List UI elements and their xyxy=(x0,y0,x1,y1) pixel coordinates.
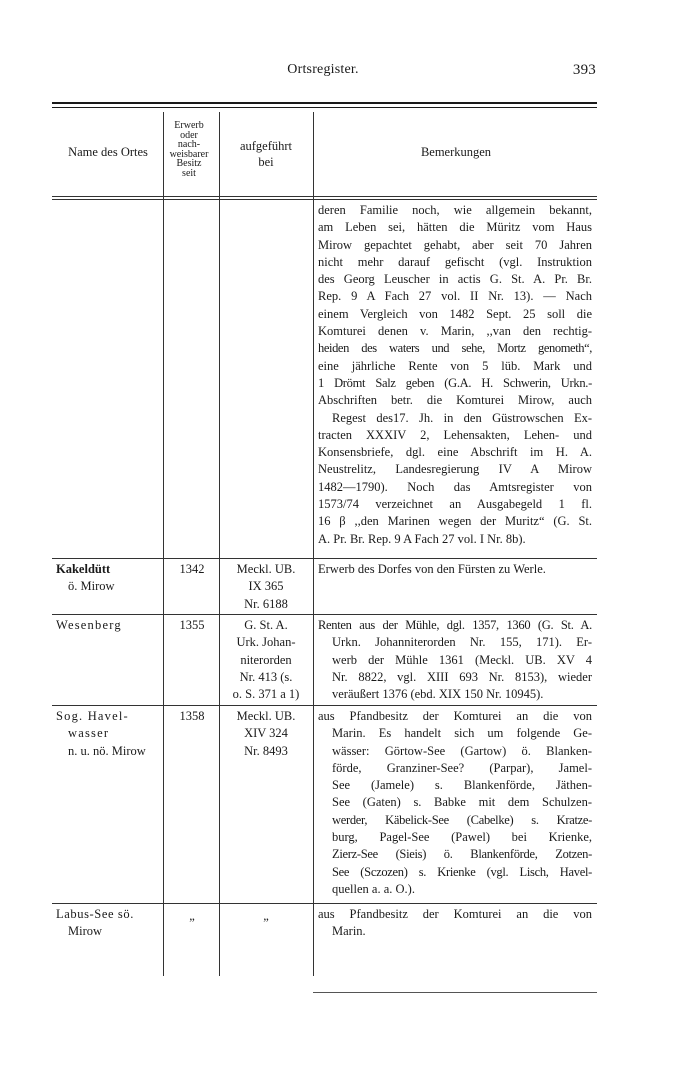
remark-line: werb der Mühle 1361 (Meckl. UB. XV 4 xyxy=(332,652,592,667)
acq-line: seit xyxy=(182,167,196,179)
place-location: Mirow xyxy=(68,924,103,939)
column-header-remarks: Bemerkungen xyxy=(420,145,492,159)
remark-line: werder, Käbelick-See (Cabelke) s. Kratze- xyxy=(332,812,592,827)
row-separator xyxy=(52,614,597,615)
table-row-year: „ xyxy=(189,909,195,923)
remark-line: burg, Pagel-See (Pawel) bei Krienke, xyxy=(332,830,592,845)
table-row-remarks xyxy=(318,561,592,578)
row-separator xyxy=(52,558,597,559)
header-bottom-rule xyxy=(52,196,597,197)
acq-line: oder xyxy=(180,129,198,141)
remark-line: 16 β ,,den Marinen wegen der Muritz“ (G. St. xyxy=(318,514,592,529)
running-head-title: Ortsregister. xyxy=(287,62,359,77)
remark-line: eine jährliche Rente von 5 lüb. Mark und xyxy=(318,358,592,373)
place-name: Labus-See sö. xyxy=(56,907,134,921)
remark-line: heiden des waters und sehe, Mortz genometh“, xyxy=(318,341,592,356)
table-row-remarks xyxy=(318,906,592,941)
remark-line: deren Familie noch, wie allgemein bekannt, xyxy=(318,203,592,217)
row-separator xyxy=(52,903,597,904)
listed-line: XIV 324 xyxy=(244,726,288,741)
remark-line: See (Sczozen) s. Krienke (vgl. Lisch, Havel- xyxy=(332,864,592,879)
listed-line: Nr. 413 (s. xyxy=(239,669,293,684)
remark-line: Erwerb des Dorfes von den Fürsten zu Werle. xyxy=(318,562,546,576)
acq-line: Besitz xyxy=(176,158,202,170)
place-location: n. u. nö. Mirow xyxy=(68,743,146,758)
column-header-acquisition xyxy=(158,121,220,179)
table-bottom-rule xyxy=(313,992,597,993)
remark-line: Komturei denen v. Marin, ,,van den rechtig- xyxy=(318,324,592,339)
remark-line: Abschriften betr. die Komturei Mirow, auch xyxy=(318,393,592,408)
table-top-rule xyxy=(52,102,597,104)
table-row-remarks xyxy=(318,708,592,898)
remark-line: 1 Drömt Salz geben (G.A. H. Schwerin, Urkn.- xyxy=(318,375,592,390)
table-row-year: 1355 xyxy=(179,618,205,632)
header-bottom-rule-2 xyxy=(52,199,597,200)
table-row-name xyxy=(56,561,164,596)
place-name: wasser xyxy=(68,726,110,741)
acq-line: nach- xyxy=(177,139,201,151)
listed-line: „ xyxy=(263,909,269,923)
listed-line: bei xyxy=(258,155,274,169)
table-row-listed xyxy=(220,908,312,925)
listed-line: Urk. Johan- xyxy=(236,635,296,650)
remark-line: aus Pfandbesitz der Komturei an die von xyxy=(318,709,592,723)
remark-line: Marin. xyxy=(332,924,366,939)
remark-line: See (Jamele) s. Blankenförde, Jäthen- xyxy=(332,778,592,793)
remark-line: aus Pfandbesitz der Komturei an die von xyxy=(318,907,592,921)
remark-line: Nr. 8822, vgl. XIII 693 Nr. 8153), wieder xyxy=(332,669,592,684)
remark-line: Rep. 9 A Fach 27 vol. II Nr. 13). — Nach xyxy=(318,289,592,304)
continued-remark xyxy=(318,202,592,548)
table-row-listed xyxy=(220,561,312,613)
listed-line: G. St. A. xyxy=(244,618,288,632)
remark-line: wässer: Görtow-See (Gartow) ö. Blanken- xyxy=(332,743,592,758)
table-row-listed xyxy=(220,617,312,703)
remark-line: Renten aus der Mühle, dgl. 1357, 1360 (G. St. A. xyxy=(318,618,592,632)
remark-line: Neustrelitz, Landesregierung IV A Mirow xyxy=(318,462,592,477)
remark-line: Urkn. Johanniterorden Nr. 155, 171). Er- xyxy=(332,635,592,650)
place-name: Sog. Havel- xyxy=(56,709,129,723)
column-rule xyxy=(313,112,314,976)
column-header-listed xyxy=(220,138,312,170)
page-number: 393 xyxy=(572,62,596,78)
place-name: Kakeldütt xyxy=(56,562,111,576)
listed-line: o. S. 371 a 1) xyxy=(232,687,300,702)
remark-line: Zierz-See (Sieis) ö. Blankenförde, Zotzen- xyxy=(332,847,592,862)
remark-line: nicht mehr darauf gefischt (vgl. Instruktion xyxy=(318,254,592,269)
table-row-name xyxy=(56,906,164,941)
table-row-year: 1358 xyxy=(179,709,205,723)
remark-line: des Georg Leuscher in actis G. St. A. Pr. Br. xyxy=(318,272,592,287)
table-row-year: 1342 xyxy=(179,562,205,576)
remark-line: See (Gaten) s. Babke mit dem Schulzen- xyxy=(332,795,592,810)
listed-line: aufgeführt xyxy=(239,139,293,153)
remark-line: am Leben sei, hätten die Müritz vom Haus xyxy=(318,220,592,235)
place-name: Wesenberg xyxy=(56,618,122,632)
column-rule xyxy=(219,112,220,976)
remark-line: tracten XXXIV 2, Lehensakten, Lehen- und xyxy=(318,427,592,442)
remark-line: veräußert 1376 (ebd. XIX 150 Nr. 10945). xyxy=(332,687,544,702)
table-row-remarks xyxy=(318,617,592,703)
remark-line: förde, Granziner-See? (Parpar), Jamel- xyxy=(332,760,592,775)
remark-line: quellen a. a. O.). xyxy=(332,881,415,896)
column-rule xyxy=(163,112,164,976)
acq-line: weisbarer xyxy=(169,148,209,160)
table-top-rule-thin xyxy=(52,107,597,108)
remark-line: einem Vergleich von 1482 Sept. 25 soll die xyxy=(318,306,592,321)
remark-line: 1573/74 verzeichnet an Ausgabegeld 1 fl. xyxy=(318,497,592,512)
remark-line: Mirow gepachtet gehabt, aber seit 70 Jahren xyxy=(318,237,592,252)
listed-line: Nr. 8493 xyxy=(244,743,288,758)
remark-line: Marin. Es handelt sich um folgende Ge- xyxy=(332,726,592,741)
table-row-name xyxy=(56,708,164,760)
listed-line: Meckl. UB. xyxy=(236,709,296,723)
table-row-name xyxy=(56,617,164,634)
listed-line: niterorden xyxy=(240,652,292,667)
row-separator xyxy=(52,705,597,706)
remark-line: 1482—1790). Noch das Amtsregister von xyxy=(318,479,592,494)
listed-line: Meckl. UB. xyxy=(236,562,296,576)
remark-line: Regest des17. Jh. in den Güstrowschen Ex- xyxy=(332,410,592,425)
remark-line: A. Pr. Br. Rep. 9 A Fach 27 vol. I Nr. 8b). xyxy=(318,531,526,546)
listed-line: Nr. 6188 xyxy=(244,596,288,611)
table-row-listed xyxy=(220,708,312,760)
acq-line: Erwerb xyxy=(174,120,204,131)
place-location: ö. Mirow xyxy=(68,579,115,594)
remark-line: Konsensbriefe, dgl. eine Abschrift im H. A. xyxy=(318,445,592,460)
listed-line: IX 365 xyxy=(248,579,284,594)
column-header-name: Name des Ortes xyxy=(68,145,148,159)
